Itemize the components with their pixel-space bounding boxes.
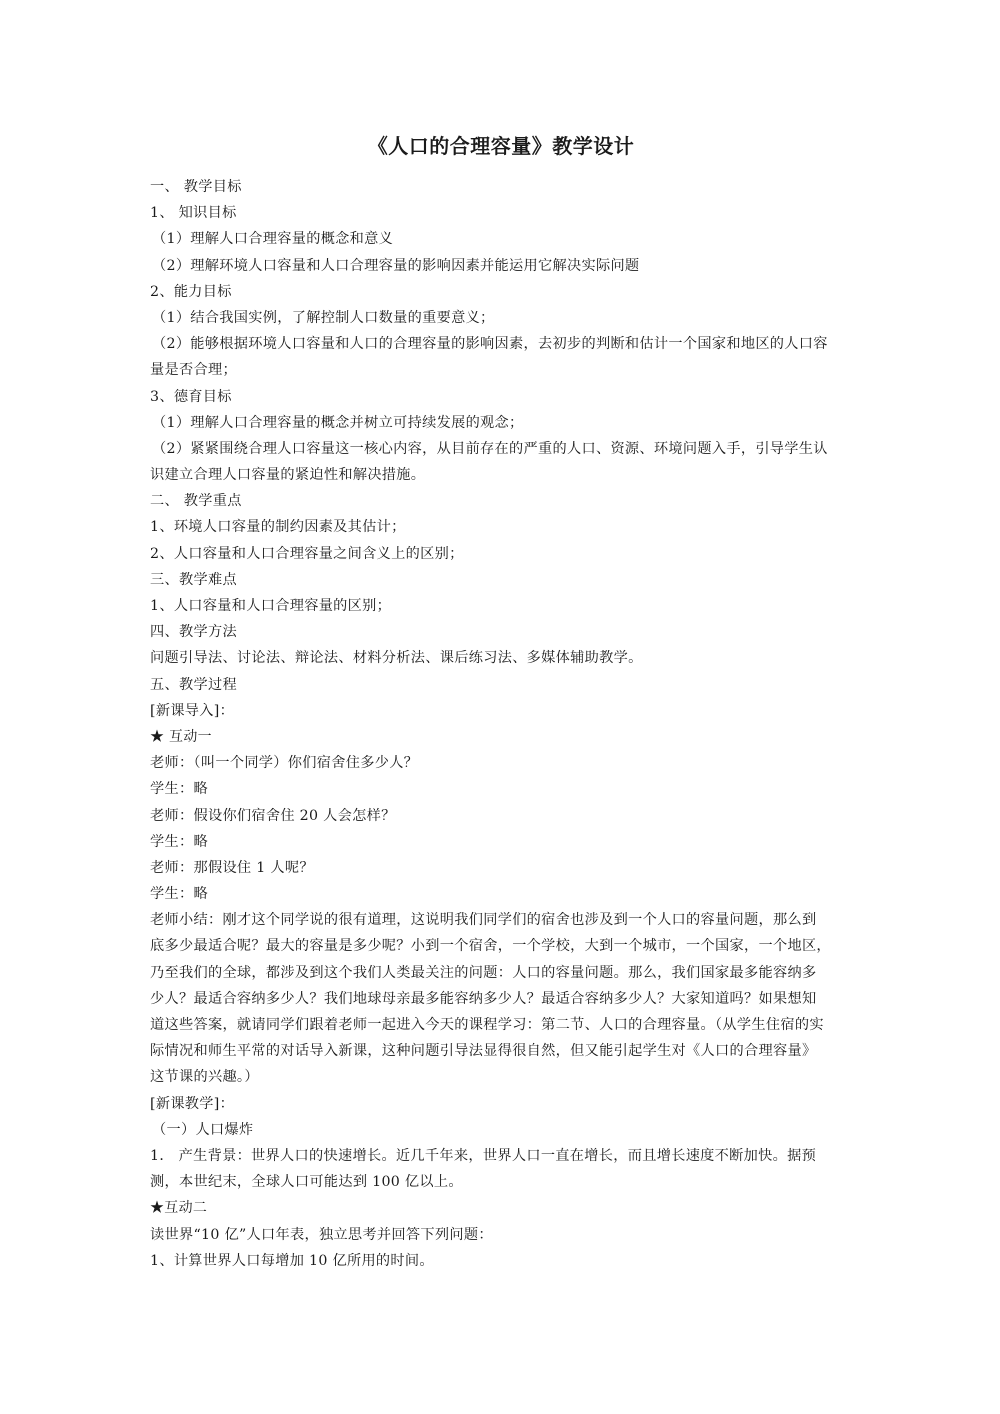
list-item: （1）理解人口合理容量的概念并树立可持续发展的观念； (152, 414, 524, 431)
list-item: 1、人口容量和人口合理容量的区别； (150, 598, 392, 614)
paragraph-line: 读世界“10 亿”人口年表，独立思考并回答下列问题： (150, 1226, 493, 1243)
dialogue-line: 老师：（叫一个同学）你们宿舍住多少人？ (150, 755, 419, 772)
section-heading-process: 五、教学过程 (150, 676, 237, 693)
question-item: 1、计算世界人口每增加 10 亿所用的时间。 (150, 1252, 434, 1269)
section-heading-difficulties: 三、教学难点 (150, 571, 237, 588)
paragraph-line: 际情况和师生平常的对话导入新课，这种问题引导法显得很自然，但又能引起学生对《人口的合理容量》 (150, 1043, 817, 1060)
paragraph-line: 底多少最适合呢？最大的容量是多少呢？小到一个宿舍，一个学校，大到一个城市，一个国家，一个地区， (150, 938, 831, 955)
paragraph: 问题引导法、讨论法、辩论法、材料分析法、课后练习法、多媒体辅助教学。 (150, 650, 643, 667)
list-item: 1、环境人口容量的制约因素及其估计； (150, 519, 406, 536)
paragraph-line: 少人？最适合容纳多少人？我们地球母亲最多能容纳多少人？最适合容纳多少人？大家知道吗？如果想知 (150, 990, 817, 1007)
dialogue-line: 学生：略 (150, 781, 208, 798)
paragraph-line: 1． 产生背景：世界人口的快速增长。近几千年来，世界人口一直在增长，而且增长速度不断加快。据预 (150, 1147, 817, 1164)
list-item: 2、人口容量和人口合理容量之间含义上的区别； (150, 545, 464, 562)
document-body (150, 174, 852, 1274)
list-item: （1）理解人口合理容量的概念和意义 (152, 231, 394, 248)
list-item: （1）结合我国实例，了解控制人口数量的重要意义； (152, 309, 495, 326)
document-title: 《人口的合理容量》教学设计 (367, 134, 635, 158)
section-heading-methods: 四、教学方法 (150, 624, 237, 641)
subheading-moral-goals: 3、德育目标 (150, 388, 232, 405)
list-item: （2）理解环境人口容量和人口合理容量的影响因素并能运用它解决实际问题 (152, 257, 640, 274)
dialogue-line: 老师：假设你们宿舍住 20 人会怎样？ (150, 807, 396, 824)
list-item-continued: 识建立合理人口容量的紧迫性和解决措施。 (150, 467, 426, 484)
subheading-new-lesson: [新课教学]： (150, 1095, 235, 1112)
section-heading-objectives: 一、 教学目标 (150, 179, 242, 195)
dialogue-line: 学生：略 (150, 886, 208, 903)
paragraph-line: 乃至我们的全球，都涉及到这个我们人类最关注的问题：人口的容量问题。那么，我们国家最多能容纳多 (150, 964, 817, 981)
interaction-one-heading: ★ 互动一 (150, 728, 212, 745)
paragraph-line: 这节课的兴趣。） (150, 1069, 259, 1086)
subheading-ability-goals: 2、能力目标 (150, 283, 232, 300)
paragraph-line: 测，本世纪末，全球人口可能达到 100 亿以上。 (150, 1174, 463, 1191)
interaction-two-heading: ★互动二 (150, 1200, 208, 1217)
list-item: （2）紧紧围绕合理人口容量这一核心内容，从目前存在的严重的人口、资源、环境问题入手，引导学生认 (152, 440, 828, 457)
subheading-lesson-intro: [新课导入]： (150, 702, 235, 719)
list-item: （2）能够根据环境人口容量和人口的合理容量的影响因素，去初步的判断和估计一个国家和地区的人口容 (152, 336, 828, 353)
section-heading-key-points: 二、 教学重点 (150, 493, 242, 510)
dialogue-line: 老师：那假设住 1 人呢？ (150, 859, 314, 876)
paragraph-line: 老师小结：刚才这个同学说的很有道理，这说明我们同学们的宿舍也涉及到一个人口的容量问题，那么到 (150, 912, 817, 929)
list-item-continued: 量是否合理； (150, 362, 237, 379)
subheading-population-explosion: （一）人口爆炸 (152, 1121, 254, 1138)
paragraph-line: 道这些答案，就请同学们跟着老师一起进入今天的课程学习：第二节、人口的合理容量。（从学生住宿的实 (150, 1017, 824, 1033)
subheading-knowledge-goals: 1、 知识目标 (150, 205, 237, 222)
dialogue-line: 学生：略 (150, 833, 208, 850)
